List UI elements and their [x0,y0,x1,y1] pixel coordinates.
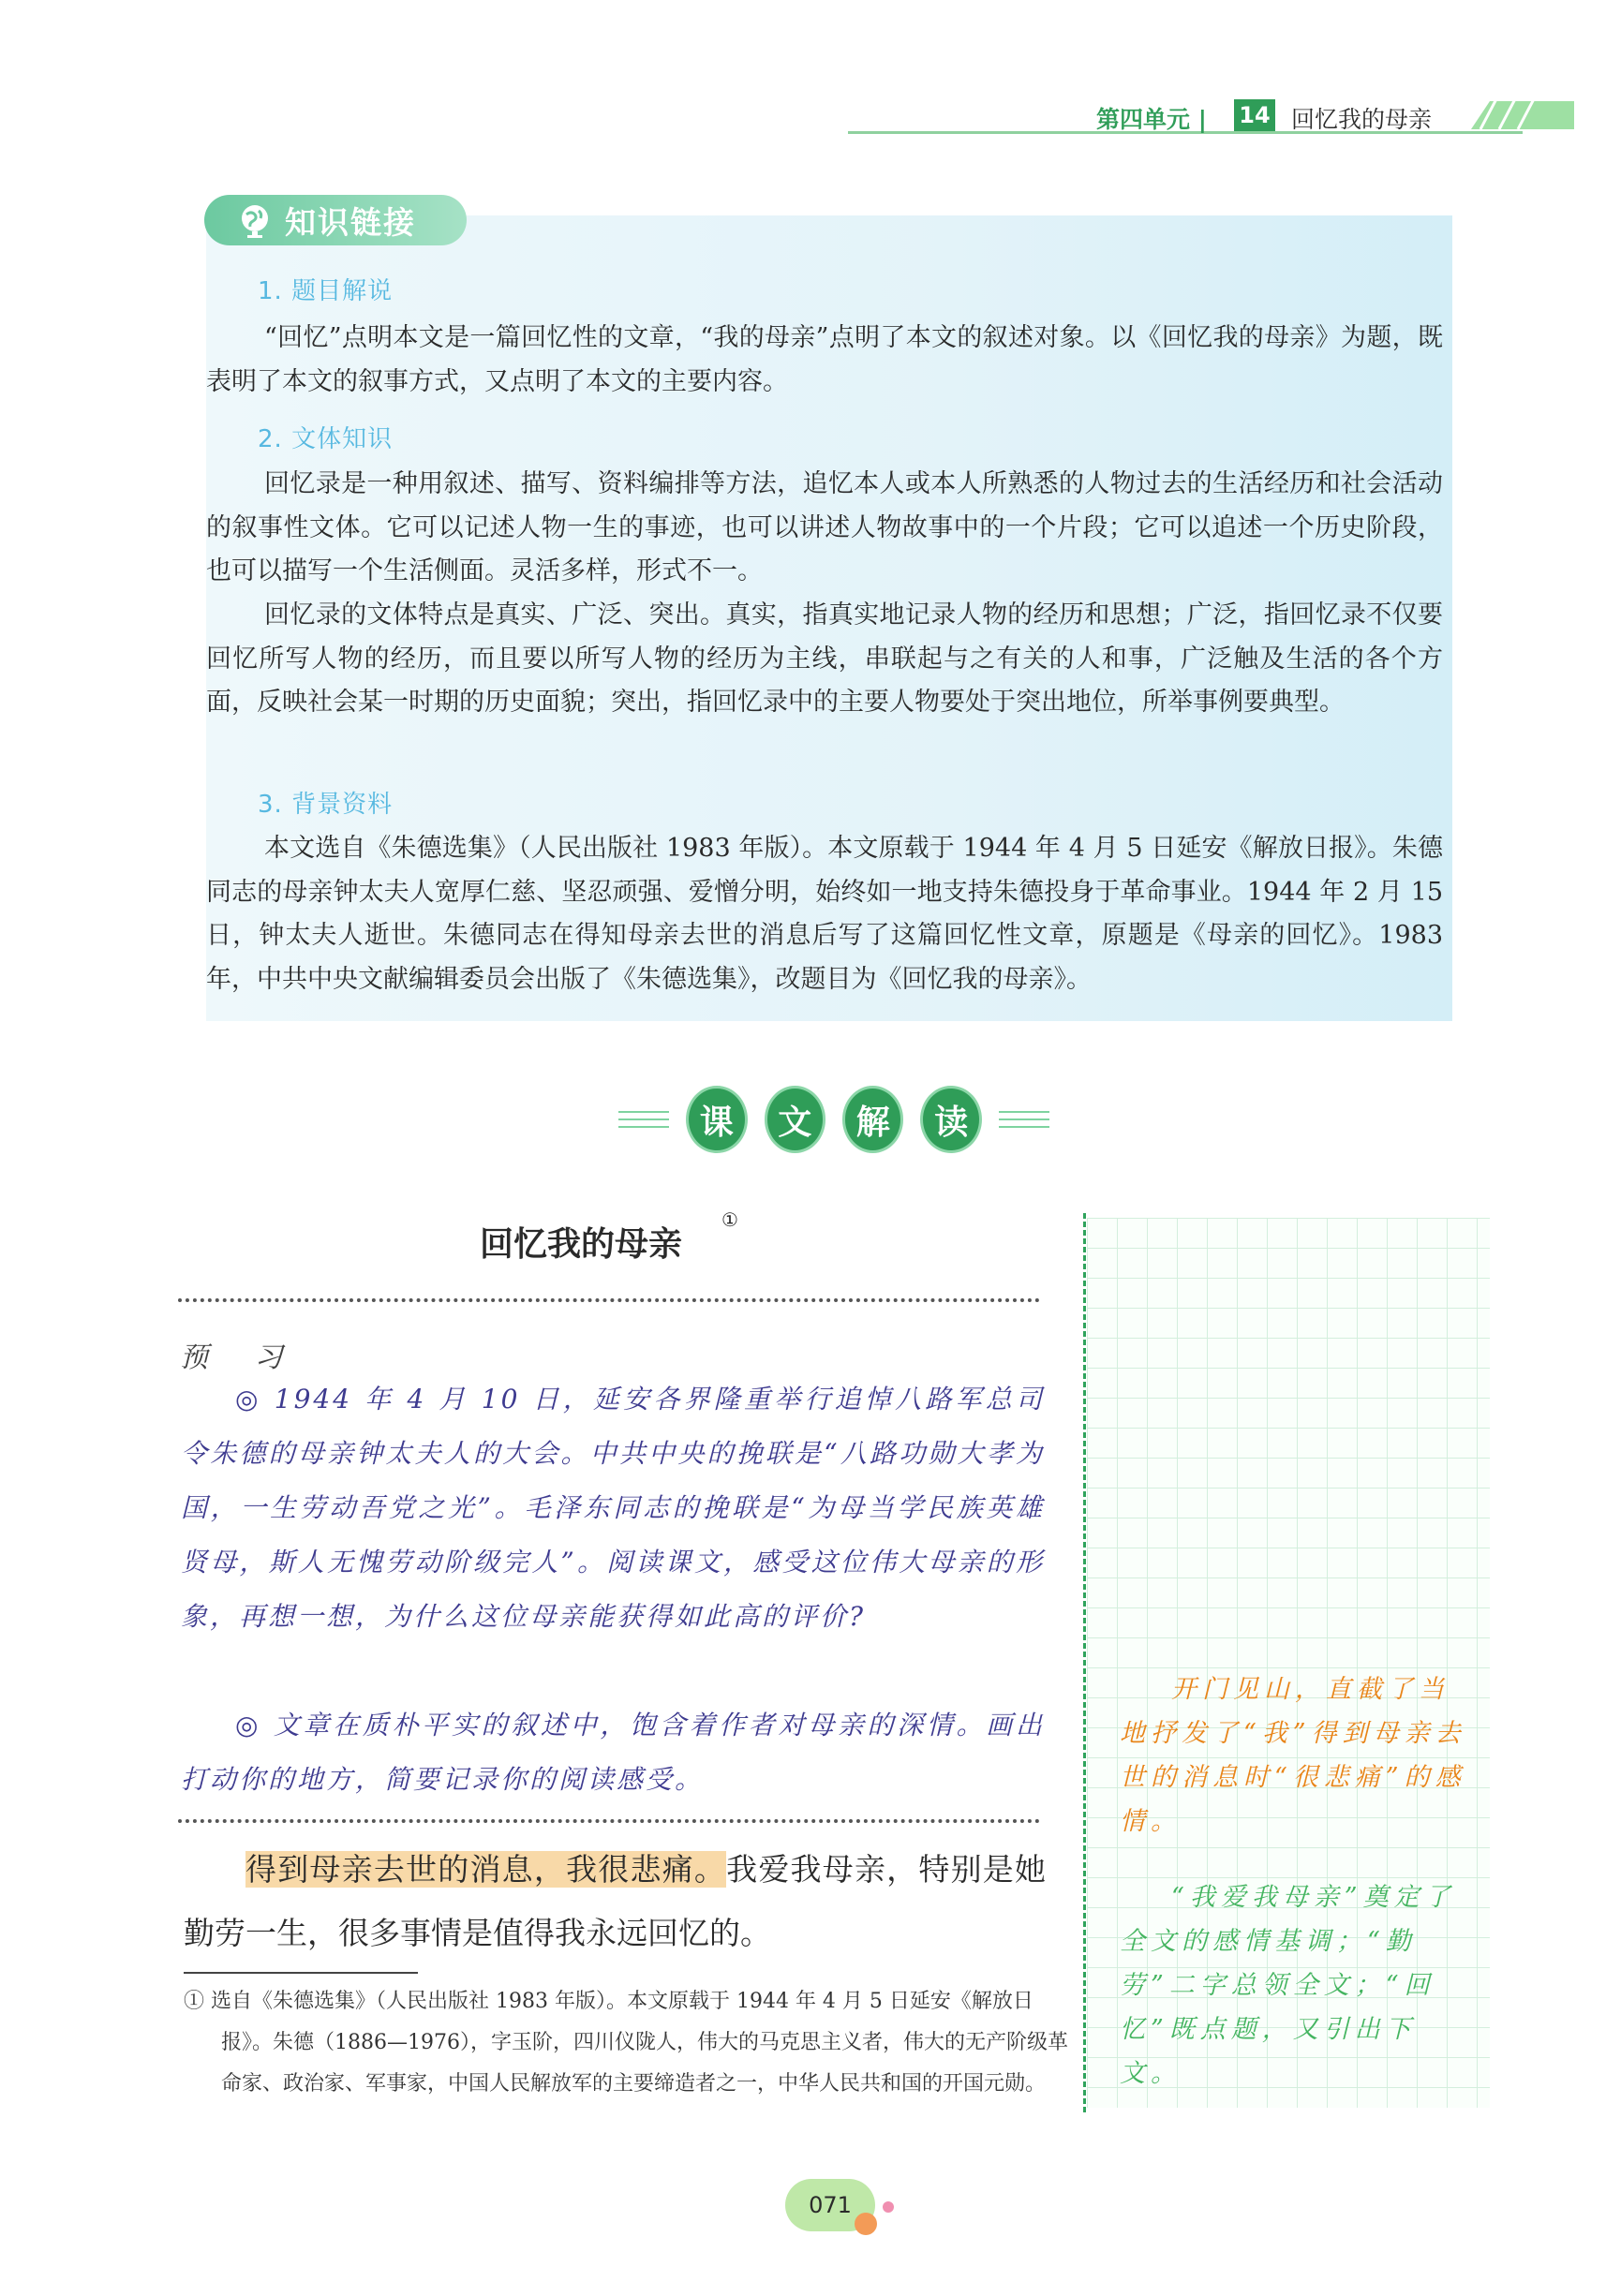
footnote: ① 选自《朱德选集》（人民出版社 1983 年版）。本文原载于 1944 年 4 月 5 日延安《解放日报》。朱德（1886—1976），字玉阶，四川仪陇人，伟大的马克思主义者，伟大的无产阶级革命家、政治家、军事家，中国人民解放军的主要缔造者之一，中华人民共和国的开国元勋。 [184,1990,1068,2096]
lesson-body-paragraph [184,1838,1046,1965]
section-title-char: 文 [765,1086,825,1153]
section-title-right-lines [999,1111,1049,1128]
footnote-rule [184,1972,418,1974]
preview-paragraph-2: ◎ 文章在质朴平实的叙述中，饱含着作者对母亲的深情。画出打动你的地方，简要记录你的阅读感受。 [181,1710,1045,1795]
margin-note-orange: 开门见山，直截了当地抒发了“我”得到母亲去世的消息时“很悲痛”的感情。 [1120,1675,1466,1836]
section-title-char: 课 [686,1086,747,1153]
dotted-divider-top [178,1298,1040,1302]
lesson-footnote-mark: ① [721,1208,738,1231]
section-title [618,1082,1049,1157]
page-number-dot-orange [855,2213,877,2235]
knowledge-badge-label: 知识链接 [285,203,416,241]
section-title-left-lines [618,1111,669,1128]
header-stripes-icon [1462,94,1574,129]
header-unit: 第四单元 | [1096,106,1207,133]
body-sentence: 我爱我母亲，特别是她勤劳一生，很多事情是值得我永远回忆的。 [184,1851,1047,1951]
header-lesson-title: 回忆我的母亲 [1291,106,1433,133]
highlighted-sentence: 得到母亲去世的消息，我很悲痛。 [245,1851,727,1888]
paragraph-genre-1: 回忆录是一种用叙述、描写、资料编排等方法，追忆本人或本人所熟悉的人物过去的生活经历和社会活动的叙事性文体。它可以记述人物一生的事迹，也可以讲述人物故事中的一个片段；它可以追述一个历史阶段，也可以描写一个生活侧面。灵活多样，形式不一。 [206,469,1443,585]
notes-grid-border [1083,1213,1086,2112]
preview-paragraph-1: ◎ 1944 年 4 月 10 日，延安各界隆重举行追悼八路军总司令朱德的母亲钟太夫人的大会。中共中央的挽联是“八路功勋大孝为国，一生劳动吾党之光”。毛泽东同志的挽联是“为母当学民族英雄贤母，斯人无愧劳动阶级完人”。阅读课文，感受这位伟大母亲的形象，再想一想，为什么这位母亲能获得如此高的评价? [181,1384,1045,1632]
paragraph-title-explanation: “回忆”点明本文是一篇回忆性的文章，“我的母亲”点明了本文的叙述对象。以《回忆我的母亲》为题，既表明了本文的叙事方式，又点明了本文的主要内容。 [206,323,1443,396]
paragraph-background: 本文选自《朱德选集》（人民出版社 1983 年版）。本文原载于 1944 年 4 月 5 日延安《解放日报》。朱德同志的母亲钟太夫人宽厚仁慈、坚忍顽强、爱憎分明，始终如一地支持朱德投身于革命事业。1944 年 2 月 15 日，钟太夫人逝世。朱德同志在得知母亲去世的消息后写了这篇回忆性文章，原题是《母亲的回忆》。1983 年，中共中央文献编辑委员会出版了《朱德选集》，改题目为《回忆我的母亲》。 [206,834,1443,994]
section-title-char: 解 [842,1086,903,1153]
lesson-title: 回忆我的母亲 [480,1225,683,1264]
margin-note-green: “我爱我母亲”奠定了全文的感情基调；“勤劳”二字总领全文；“回忆”既点题，又引出下文。 [1120,1883,1456,2088]
preview-label: 预 习 [180,1341,302,1374]
knowledge-badge [204,195,467,245]
subheading-genre: 2. 文体知识 [258,425,394,453]
subheading-title-explanation: 1. 题目解说 [258,277,394,305]
dotted-divider-bottom [178,1819,1040,1823]
header-lesson-number: 14 [1234,99,1275,131]
page-number: 071 [785,2179,875,2231]
section-title-char: 读 [920,1086,981,1153]
paragraph-genre-2: 回忆录的文体特点是真实、广泛、突出。真实，指真实地记录人物的经历和思想；广泛，指回忆录不仅要回忆所写人物的经历，而且要以所写人物的经历为主线，串联起与之有关的人和事，广泛触及生活的各个方面，反映社会某一时期的历史面貌；突出，指回忆录中的主要人物要处于突出地位，所举事例要典型。 [206,600,1443,717]
subheading-background: 3. 背景资料 [258,791,394,819]
page-number-dot-pink [883,2201,894,2213]
globe-icon [236,201,274,239]
